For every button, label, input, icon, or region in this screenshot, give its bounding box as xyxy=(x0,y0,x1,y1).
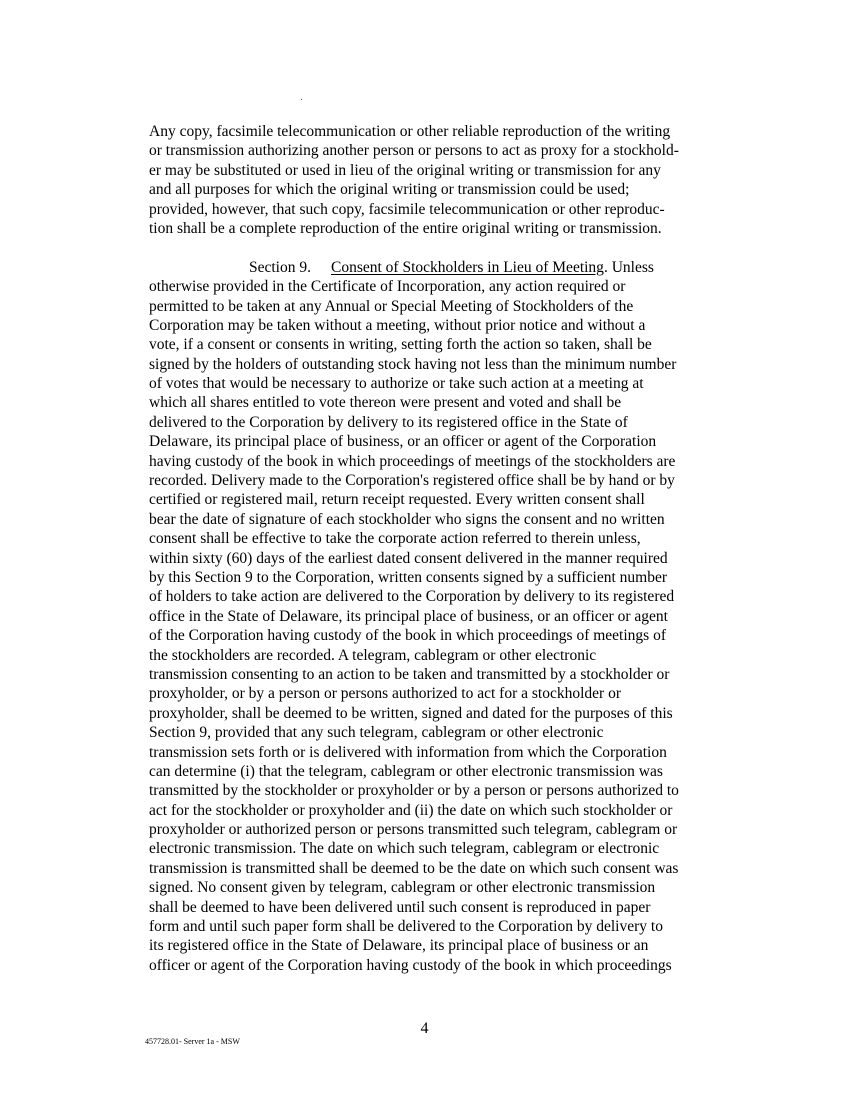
paragraph-line: signed by the holders of outstanding stock having not less than the minimum number xyxy=(149,355,677,373)
paragraph-line: Corporation may be taken without a meeting, without prior notice and without a xyxy=(149,316,646,334)
paragraph-line: of holders to take action are delivered to the Corporation by delivery to its registered xyxy=(149,588,675,606)
paragraph-line: permitted to be taken at any Annual or Special Meeting of Stockholders of the xyxy=(149,297,634,315)
paragraph-line: vote, if a consent or consents in writing, setting forth the action so taken, shall be xyxy=(149,336,652,354)
paragraph-line: Any copy, facsimile telecommunication or other reliable reproduction of the writing xyxy=(149,123,671,140)
page-number: 4 xyxy=(420,1020,429,1037)
footer-document-id: 457728.01- Server 1a - MSW xyxy=(145,1037,240,1046)
scan-artifact-dot xyxy=(301,99,302,100)
paragraph-line: having custody of the book in which proceedings of meetings of the stockholders are xyxy=(149,452,676,470)
paragraph-line: which all shares entitled to vote thereon were present and voted and shall be xyxy=(149,394,622,412)
paragraph-line: transmission consenting to an action to be taken and transmitted by a stockholder or xyxy=(149,665,670,683)
paragraph-line: or transmission authorizing another person or persons to act as proxy for a stockhold- xyxy=(149,142,679,160)
paragraph-line: its registered office in the State of Delaware, its principal place of business or an xyxy=(149,937,649,955)
paragraph-line: proxyholder or authorized person or persons transmitted such telegram, cablegram or xyxy=(149,821,678,839)
section-heading-line xyxy=(149,258,729,277)
paragraph-line: form and until such paper form shall be delivered to the Corporation by delivery to xyxy=(149,918,663,936)
paragraph-line: consent shall be effective to take the corporate action referred to therein unless, xyxy=(149,530,641,548)
paragraph-line: otherwise provided in the Certificate of Incorporation, any action required or xyxy=(149,278,626,296)
paragraph-line: Delaware, its principal place of business, or an officer or agent of the Corporation xyxy=(149,433,657,451)
paragraph-line: bear the date of signature of each stockholder who signs the consent and no written xyxy=(149,510,665,528)
paragraph-line: transmission sets forth or is delivered with information from which the Corporation xyxy=(149,743,667,761)
section-heading-rest: . Unless xyxy=(603,258,654,276)
paragraph-spacer xyxy=(149,238,729,257)
paragraph-line: office in the State of Delaware, its principal place of business, or an officer or agent xyxy=(149,607,668,625)
paragraph-line: certified or registered mail, return receipt requested. Every written consent shall xyxy=(149,491,645,509)
paragraph-line: recorded. Delivery made to the Corporation's registered office shall be by hand or by xyxy=(149,472,675,490)
paragraph-line: can determine (i) that the telegram, cablegram or other electronic transmission was xyxy=(149,762,663,780)
section-title: Consent of Stockholders in Lieu of Meeting xyxy=(331,258,604,276)
paragraph-line: signed. No consent given by telegram, cablegram or other electronic transmission xyxy=(149,879,656,897)
paragraph-line: by this Section 9 to the Corporation, written consents signed by a sufficient number xyxy=(149,568,668,586)
paragraph-line: transmission is transmitted shall be deemed to be the date on which such consent was xyxy=(149,859,679,877)
paragraph-line: provided, however, that such copy, facsimile telecommunication or other reproduc- xyxy=(149,200,665,218)
paragraph-line: tion shall be a complete reproduction of the entire original writing or transmission. xyxy=(149,219,662,237)
paragraph-line: within sixty (60) days of the earliest dated consent delivered in the manner required xyxy=(149,549,668,567)
paragraph-line: proxyholder, shall be deemed to be written, signed and dated for the purposes of this xyxy=(149,704,673,722)
paragraph-line: shall be deemed to have been delivered until such consent is reproduced in paper xyxy=(149,898,651,916)
paragraph-line: officer or agent of the Corporation having custody of the book in which proceedings xyxy=(149,956,672,974)
paragraph-line: of the Corporation having custody of the book in which proceedings of meetings of xyxy=(149,627,666,645)
section-label: Section 9. xyxy=(249,258,311,276)
paragraph-line: electronic transmission. The date on which such telegram, cablegram or electronic xyxy=(149,840,660,858)
paragraph-line: Section 9, provided that any such telegram, cablegram or other electronic xyxy=(149,724,604,742)
paragraph-line: act for the stockholder or proxyholder and (ii) the date on which such stockholder or xyxy=(149,801,673,819)
paragraph-line: and all purposes for which the original writing or transmission could be used; xyxy=(149,181,630,199)
paragraph-proxy-reproduction xyxy=(149,122,729,238)
paragraph-line: er may be substituted or used in lieu of the original writing or transmission for any xyxy=(149,161,661,179)
paragraph-line: proxyholder, or by a person or persons authorized to act for a stockholder or xyxy=(149,685,621,703)
paragraph-line: delivered to the Corporation by delivery to its registered office in the State of xyxy=(149,413,628,431)
paragraph-line: of votes that would be necessary to authorize or take such action at a meeting at xyxy=(149,375,644,393)
document-body xyxy=(149,122,729,975)
section-9 xyxy=(149,258,729,975)
paragraph-line: the stockholders are recorded. A telegram, cablegram or other electronic xyxy=(149,646,597,664)
paragraph-line: transmitted by the stockholder or proxyholder or by a person or persons authorized to xyxy=(149,782,679,800)
